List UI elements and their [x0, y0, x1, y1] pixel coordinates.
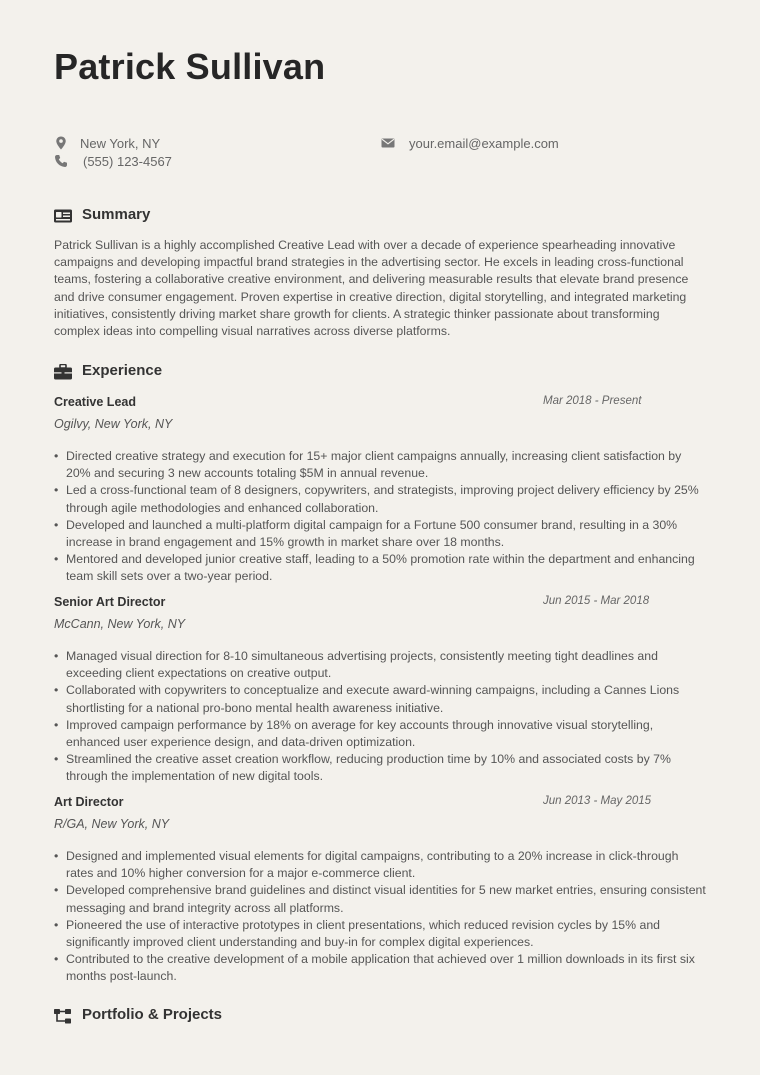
bullet-item: • Developed and launched a multi-platform digital campaign for a Fortune 500 consumer brand, resulting in a 30% increase in brand engagement and 15% growth in market share over 18 months.	[54, 517, 706, 551]
summary-title: Summary	[82, 206, 151, 223]
experience-title: Experience	[82, 362, 163, 379]
job-bullets	[54, 848, 706, 986]
envelope-icon	[381, 136, 395, 150]
bullet-item: • Mentored and developed junior creative staff, leading to a 50% promotion rate within the department and enhancing team skill sets over a two-year period.	[54, 551, 706, 585]
job-dates: Mar 2018 - Present	[543, 395, 642, 407]
bullet-item: • Collaborated with copywriters to conceptualize and execute award-winning campaigns, including a Cannes Lions shortlisting for a national pro-bono mental health awareness initiative.	[54, 682, 706, 716]
phone-icon	[54, 154, 68, 168]
job-title: Art Director	[54, 795, 124, 809]
email-text[interactable]: your.email@example.com	[409, 136, 559, 151]
bullet-item: • Pioneered the use of interactive prototypes in client presentations, which reduced revision cycles by 15% and significantly improved client understanding and buy-in for complex digital experiences.	[54, 917, 706, 951]
id-card-icon	[54, 208, 72, 224]
bullet-item: • Directed creative strategy and execution for 15+ major client campaigns annually, increasing client satisfaction by 20% and securing 3 new accounts totaling $5M in annual revenue.	[54, 448, 706, 482]
job-company: McCann, New York, NY	[54, 617, 186, 631]
bullet-item: • Improved campaign performance by 18% on average for key accounts through innovative visual storytelling, enhanced user experience design, and data-driven optimization.	[54, 717, 706, 751]
portfolio-title: Portfolio & Projects	[82, 1006, 223, 1023]
bullet-item: • Developed comprehensive brand guidelines and distinct visual identities for 5 new market entries, ensuring consistent messaging and brand integrity across all platforms.	[54, 882, 706, 916]
job-title: Creative Lead	[54, 395, 136, 409]
map-pin-icon	[54, 136, 68, 150]
briefcase-icon	[54, 364, 72, 380]
job-title: Senior Art Director	[54, 595, 166, 609]
candidate-name: Patrick Sullivan	[54, 46, 326, 87]
bullet-item: • Streamlined the creative asset creation workflow, reducing production time by 10% and associated costs by 7% through the implementation of new digital tools.	[54, 751, 706, 785]
bullet-item: • Contributed to the creative development of a mobile application that achieved over 1 million downloads in its first six months post-launch.	[54, 951, 706, 985]
job-dates: Jun 2013 - May 2015	[543, 795, 652, 807]
job-company: Ogilvy, New York, NY	[54, 417, 173, 431]
bullet-item: • Managed visual direction for 8-10 simultaneous advertising projects, consistently meeting tight deadlines and exceeding client expectations on creative output.	[54, 648, 706, 682]
location-text: New York, NY	[80, 136, 161, 151]
summary-text: Patrick Sullivan is a highly accomplished Creative Lead with over a decade of experience spearheading innovative campaigns and developing impactful brand strategies in the advertising sector. He excels in leading cross-functional teams, fostering a collaborative creative environment, and delivering measurable results that elevate brand presence and drive consumer engagement. Proven expertise in creative direction, digital storytelling, and integrated marketing initiatives, consistently driving market share growth for clients. A strategic thinker passionate about transforming complex ideas into compelling visual narratives across diverse platforms.	[54, 238, 689, 339]
bullet-item: • Designed and implemented visual elements for digital campaigns, contributing to a 20% increase in click-through rates and 10% higher conversion for a major e-commerce client.	[54, 848, 706, 882]
bullet-item: • Led a cross-functional team of 8 designers, copywriters, and strategists, improving project delivery efficiency by 25% through agile methodologies and enhanced collaboration.	[54, 482, 706, 516]
sitemap-icon	[54, 1008, 72, 1024]
job-company: R/GA, New York, NY	[54, 817, 170, 831]
job-dates: Jun 2015 - Mar 2018	[543, 595, 650, 607]
phone-text: (555) 123-4567	[83, 154, 172, 169]
job-bullets	[54, 648, 706, 786]
job-bullets	[54, 448, 706, 586]
